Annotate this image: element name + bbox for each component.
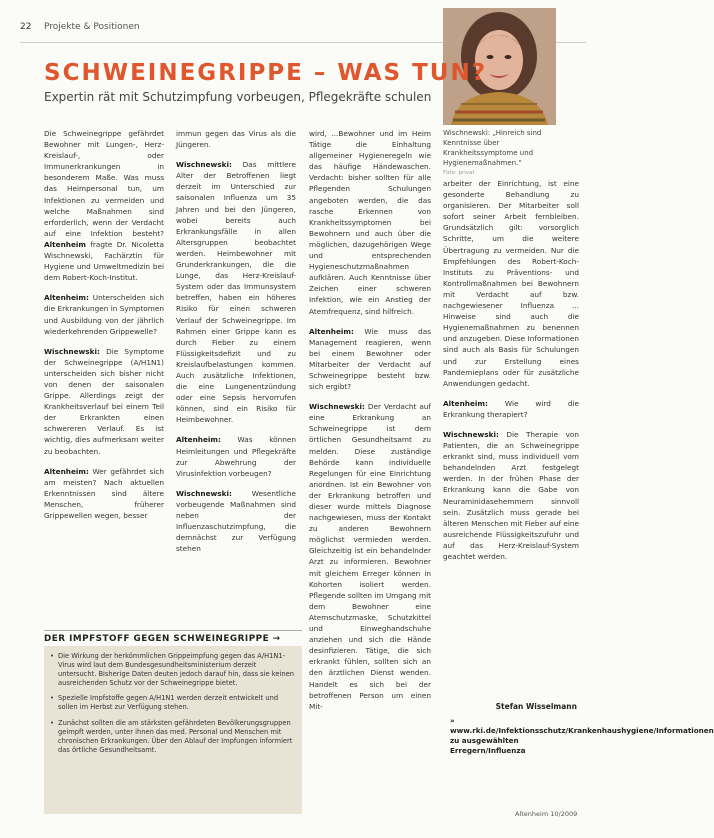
reference-link[interactable]: » www.rki.de/Infektionsschutz/Krankenhaushygiene/Informationen zu ausgewählten Erregern/Influenza [450, 716, 714, 755]
list-item: • Spezielle Impfstoffe gegen A/H1N1 werden derzeit entwickelt und sollen im Herbst zur Verfügung stehen. [58, 694, 294, 712]
photo-credit: Foto: privat [443, 170, 475, 176]
paragraph: Altenheim: Was können Heimleitungen und Pflegekräfte zur Abwehrung der Virusinfektion vorbeugen? [176, 435, 296, 478]
paragraph: Altenheim: Wer gefährdet sich am meisten? Nach aktuellen Erkenntnissen sind ältere Menschen, früherer Grippewellen wegen, besser [44, 466, 164, 520]
article-column-4 [443, 178, 579, 696]
article-column-3 [309, 128, 431, 818]
photo-caption [443, 128, 556, 178]
page-footer: Altenheim 10/2009 [515, 810, 578, 818]
list-item: • Zunächst sollten die am stärksten gefährdeten Bevölkerungsgruppen geimpft werden, unter ihnen das med. Personal und Menschen mit chronischen Erkrankungen. Über den Ablauf der Impfungen informiert das örtliche Gesundheitsamt. [58, 719, 294, 755]
paragraph: Wischnewski: Das mittlere Alter der Betroffenen liegt derzeit im Unterschied zur saisonalen Influenza um 35 Jahren und bei den Jüngeren, wobei bereits auch Erkrankungsfälle in allen Altersgruppen beobachtet werden. Heimbewohner mit Grunderkrankungen, die die Lunge, das Herz-Kreislauf-System oder das Immunsystem betreffen, haben ein höheres Risiko für einen schweren Verlauf der Schweinegrippe. Im Rahmen einer Grippe kann es durch Fieber zu einem Flüssigkeitsdefizit und zu Kreislaufbelastungen kommen. Auch zusätzliche Infektionen, die eine Lungenentzündung oder eine Sepsis hervorrufen können, sind ein Risiko für Heimbewohner. [176, 160, 296, 425]
info-box-list [44, 646, 302, 755]
article-column-1 [44, 128, 164, 620]
info-box-title: DER IMPFSTOFF GEGEN SCHWEINEGRIPPE → [44, 630, 302, 644]
section-label: Projekte & Positionen [44, 22, 140, 32]
info-box [44, 646, 302, 814]
paragraph: Wischnewski: Der Verdacht auf eine Erkrankung an Schweinegrippe ist dem örtlichen Gesundheitsamt zu melden. Diese zuständige Behörde kann individuelle Regelungen für eine Einrichtung anordnen. Ist ein Bewohner von der Erkrankung betroffen und dieser wurde mittels Diagnose nachgewiesen, muss der Kontakt zu anderen Bewohnern möglichst vermieden werden. Gleichzeitig ist ein behandelnder Arzt zu informieren. Bewohner mit gleichem Erreger können in Kohorten isoliert werden. Pflegende sollten im Umgang mit dem Bewohner eine Atemschutzmaske, Schutzkittel und Einweghandschuhe anziehen und sich die Hände desinfizieren. Tätige, die sich erkrankt fühlen, sollten sich an den ärztlichen Dienst wenden. Handelt es sich bei der betroffenen Person um einen Mit- [309, 402, 431, 711]
paragraph: Wischnewski: Wesentliche vorbeugende Maßnahmen sind neben der Influenzaschutzimpfung, die demnächst zur Verfügung stehen [176, 488, 296, 554]
headline: SCHWEINEGRIPPE – WAS TUN? [44, 60, 488, 86]
paragraph: Die Schweinegrippe gefährdet Bewohner mit Lungen-, Herz-Kreislauf-, oder Immunerkrankungen in besonderem Maße. Was muss das Heimpersonal tun, um Infektionen zu vermeiden und welche Maßnahmen sind erforderlich, wenn der Verdacht auf eine Infektion besteht? Altenheim fragte Dr. Nicoletta Wischnewski, Fachärztin für Hygiene und Umweltmedizin bei dem Robert-Koch-Institut. [44, 129, 164, 283]
paragraph: immun gegen das Virus als die Jüngeren. [176, 129, 296, 150]
paragraph: Wischnewski: Die Therapie von Patienten, die an Schweinegrippe erkrankt sind, muss individuell vom behandelnden Arzt festgelegt werden. In der frühen Phase der Erkrankung kann die Gabe von Neuraminidasehemmern sinnvoll sein. Zusätzlich muss gerade bei älteren Menschen mit Fieber auf eine ausreichende Flüssigkeitszufuhr und auf das Herz-Kreislauf-System geachtet werden. [443, 429, 579, 561]
subheadline: Expertin rät mit Schutzimpfung vorbeugen, Pflegekräfte schulen [44, 90, 432, 104]
paragraph: Wischnewski: Die Symptome der Schweinegrippe (A/H1N1) unterscheiden sich bisher nicht von denen der saisonalen Grippe. Allerdings zeigt der Krankheitsverlauf bei einem Teil der Erkrankten einen schwereren Verlauf. Es ist wichtig, dies aufmerksam weiter zu beobachten. [44, 346, 164, 456]
paragraph: Altenheim: Wie muss das Management reagieren, wenn bei einem Bewohner oder Mitarbeiter der Verdacht auf Schweinegrippe besteht bzw. sich ergibt? [309, 326, 431, 392]
paragraph: Altenheim: Wie wird die Erkrankung therapiert? [443, 398, 579, 419]
list-item: • Die Wirkung der herkömmlichen Grippeimpfung gegen das A/H1N1-Virus wird laut dem Bundesgesundheitsministerium derzeit untersucht. Bisherige Daten deuten jedoch darauf hin, dass sie keinen ausreichenden Schutz vor der Schweinegrippe bietet. [58, 652, 294, 688]
author-name: Stefan Wisselmann [495, 702, 577, 711]
paragraph: wird, ...Bewohner und im Heim Tätige die Einhaltung allgemeiner Hygieneregeln wie das häufige Händewaschen. Verdacht: bisher sollten für alle Pflegenden Schulungen angeboten werden, die das rasche Erkennen von Krankheitssymptomen bei Bewohnern und auch über die möglichen, dazugehörigen Wege und entsprechenden Hygieneschutzmaßnahmen aufklären. Auch Kenntnisse über Zeichen einer schweren Infektion, wie ein Anstieg der Atemfrequenz, sind hilfreich. [309, 129, 431, 316]
article-column-2 [176, 128, 296, 620]
page-number: 22 [20, 22, 32, 32]
paragraph: Altenheim: Unterscheiden sich die Erkrankungen in Symptomen und Ausbildung von der jährlich wiederkehrenden Grippewelle? [44, 293, 164, 336]
caption-text: Wischnewski: „Hinreich sind Kenntnisse über Krankheitssymptome und Hygienemaßnahmen.“ [443, 129, 542, 167]
paragraph: arbeiter der Einrichtung, ist eine gesonderte Behandlung zu organisieren. Der Mitarbeiter soll sofort seiner Arbeit fernbleiben. Grundsätzlich gilt: vorsorglich Schritte, um die weitere Übertragung zu vermeiden. Nur die Empfehlungen des Robert-Koch-Instituts zu Präventions- und Kontrollmaßnahmen bei Bewohnern mit Verdacht auf bzw. nachgewiesener Influenza ... Hinweise sind auch die Hygienemaßnahmen zu benennen und anzugeben. Diese Informationen sind auch als Basis für Schulungen und zur Erstellung eines Pandemieplans oder für zusätzliche Anwendungen gedacht. [443, 179, 579, 388]
